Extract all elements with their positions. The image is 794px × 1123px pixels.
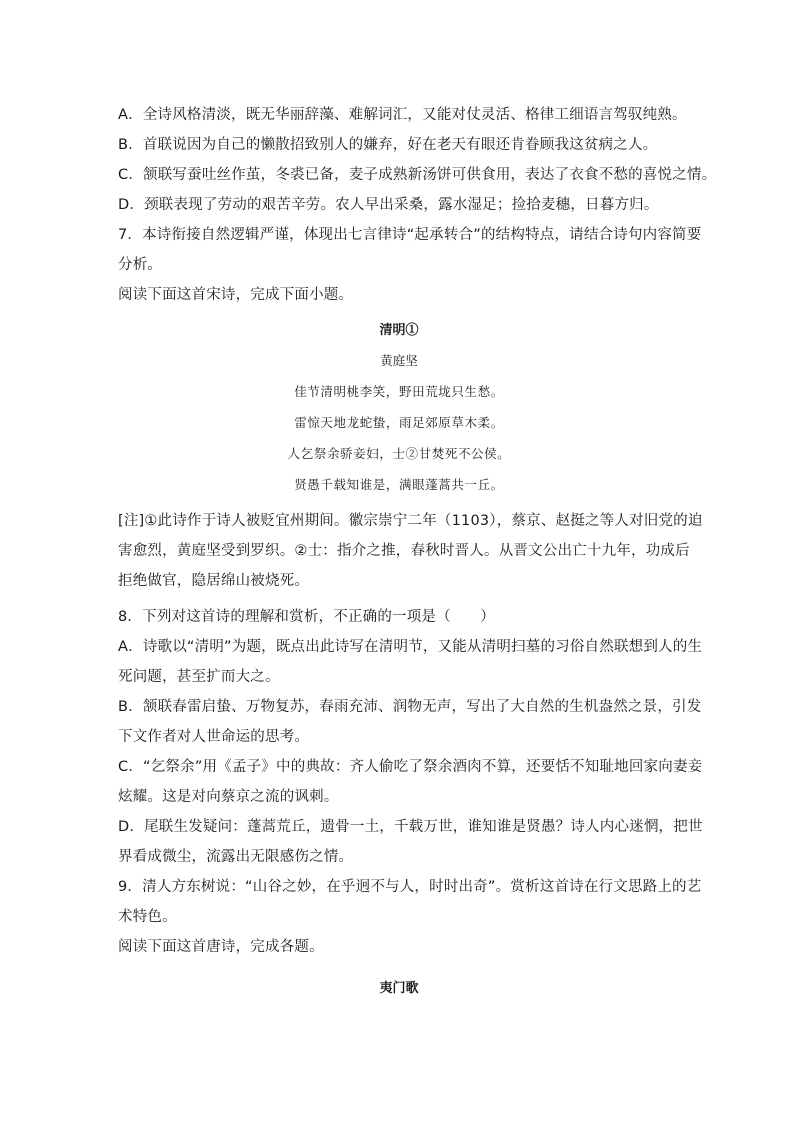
q8-option-b-line-1: B．颔联春雷启蛰、万物复苏，春雨充沛、润物无声，写出了大自然的生机盎然之景，引发 — [118, 699, 702, 715]
q8-option-a-line-2: 死问题，甚至扩而大之。 — [118, 669, 280, 685]
note-line-2: 害愈烈，黄庭坚受到罗织。②士：指介之推，春秋时晋人。从晋文公出亡十九年，功成后 — [118, 543, 690, 559]
q6-option-d: D．颈联表现了劳动的艰苦辛劳。农人早出采桑，露水湿足；捡拾麦穗，日暮方归。 — [118, 197, 659, 213]
poem-line: 人乞祭余骄妾妇，士②甘焚死不公侯。 — [287, 446, 511, 461]
note-line-3: 拒绝做官，隐居绵山被烧死。 — [118, 573, 310, 589]
reading-instruction-tang-poem: 阅读下面这首唐诗，完成各题。 — [118, 939, 324, 955]
q7-line-1: 7．本诗衔接自然逻辑严谨，体现出七言律诗“起承转合”的结构特点，请结合诗句内容简要 — [118, 227, 702, 243]
q8-stem: 8．下列对这首诗的理解和赏析，不正确的一项是（ ） — [118, 609, 495, 625]
q6-option-b: B．首联说因为自己的懒散招致别人的嫌弃，好在老天有眼还肯眷顾我这贫病之人。 — [118, 137, 658, 153]
q8-option-d-line-2: 界看成微尘，流露出无限感伤之情。 — [118, 849, 354, 865]
poem-title: 清明① — [379, 323, 419, 338]
q8-option-c-line-2: 炫耀。这是对向蔡京之流的讽刺。 — [118, 789, 339, 805]
poem-line: 雷惊天地龙蛇蛰，雨足郊原草木柔。 — [294, 415, 504, 430]
poem-line: 贤愚千载知谁是，满眼蓬蒿共一丘。 — [294, 477, 504, 492]
document-content — [118, 100, 717, 1004]
note-line-1: [注]①此诗作于诗人被贬宜州期间。徽宗崇宁二年（1103），蔡京、赵挺之等人对旧党的迫 — [118, 513, 703, 529]
q8-option-b-line-2: 下文作者对人世命运的思考。 — [118, 729, 310, 745]
q7-line-2: 分析。 — [118, 257, 163, 273]
q9-line-1: 9．清人方东树说：“山谷之妙，在乎迥不与人，时时出奇”。赏析这首诗在行文思路上的艺 — [118, 879, 702, 895]
q9-line-2: 术特色。 — [118, 909, 177, 925]
poem-line: 佳节清明桃李笑，野田荒垅只生愁。 — [294, 384, 504, 399]
next-poem-title: 夷门歌 — [379, 981, 419, 996]
q8-option-d-line-1: D．尾联生发疑问：蓬蒿荒丘，遗骨一土，千载万世，谁知谁是贤愚？诗人内心迷惘，把世 — [118, 819, 703, 835]
reading-instruction-song-poem: 阅读下面这首宋诗，完成下面小题。 — [118, 287, 354, 303]
q8-option-c-line-1: C．“乞祭余”用《孟子》中的典故：齐人偷吃了祭余酒肉不算，还要恬不知耻地回家向妻妾 — [118, 759, 703, 775]
q8-option-a-line-1: A．诗歌以“清明”为题，既点出此诗写在清明节，又能从清明扫墓的习俗自然联想到人的生 — [118, 639, 703, 655]
q6-option-c: C．颔联写蚕吐丝作茧，冬裘已备，麦子成熟新汤饼可供食用，表达了衣食不愁的喜悦之情。 — [118, 167, 717, 183]
poem-author: 黄庭坚 — [380, 353, 418, 368]
q6-option-a: A．全诗风格清淡，既无华丽辞藻、难解词汇，又能对仗灵活、格律工细语言驾驭纯熟。 — [118, 107, 687, 123]
poem-block — [118, 316, 680, 500]
